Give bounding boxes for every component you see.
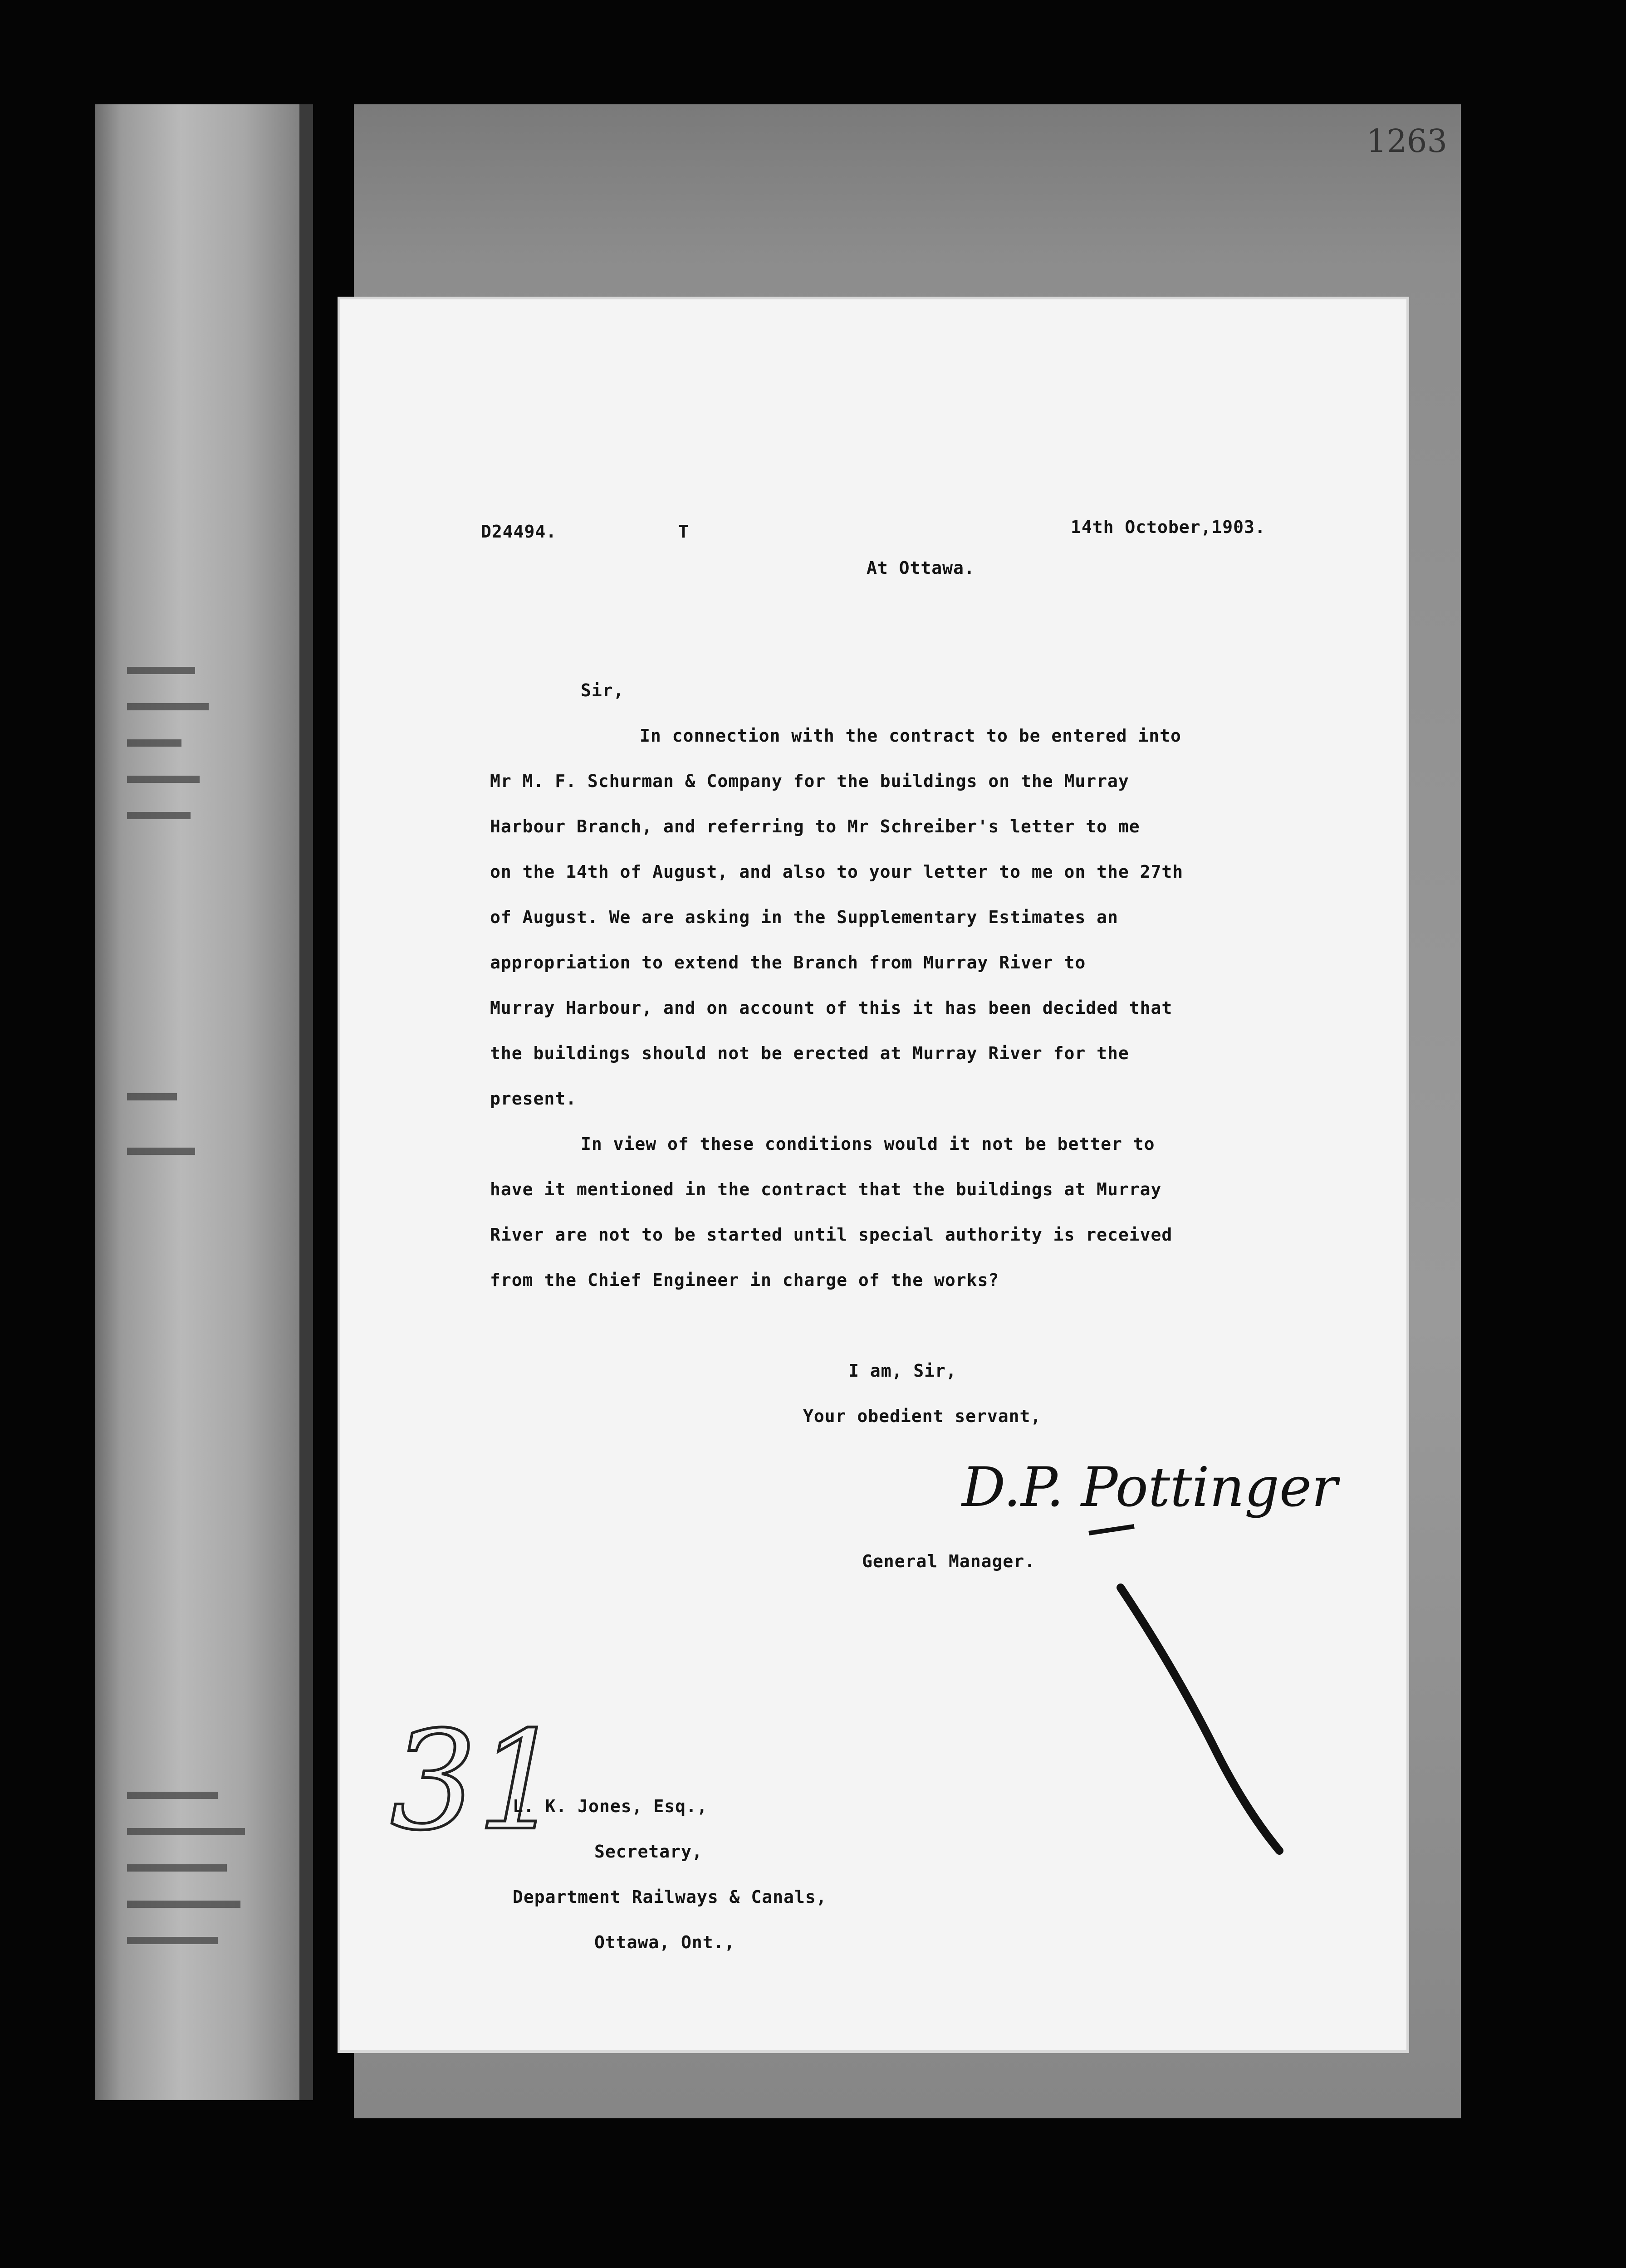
body-line: present.	[490, 1089, 577, 1109]
margin-mark	[127, 1792, 218, 1799]
binding-edge	[299, 104, 313, 2100]
body-line: In view of these conditions would it not be better to	[581, 1134, 1155, 1154]
body-line: of August. We are asking in the Supplementary Estimates an	[490, 907, 1118, 927]
margin-mark	[127, 1937, 218, 1944]
body-line: from the Chief Engineer in charge of the works?	[490, 1270, 999, 1290]
body-line: on the 14th of August, and also to your letter to me on the 27th	[490, 862, 1184, 882]
letter-reference: D24494.	[481, 522, 557, 542]
letter-date: 14th October,1903.	[1071, 517, 1266, 537]
page-number: 1263	[1366, 122, 1447, 160]
body-line: River are not to be started until special authority is received	[490, 1225, 1173, 1245]
closing-line: I am, Sir,	[848, 1361, 957, 1381]
margin-mark	[127, 1093, 177, 1100]
margin-mark	[127, 812, 191, 819]
margin-mark	[127, 1864, 227, 1872]
body-line: have it mentioned in the contract that the buildings at Murray	[490, 1179, 1162, 1199]
pen-stroke	[1102, 1579, 1293, 1869]
margin-mark	[127, 739, 181, 747]
handwritten-note	[386, 1683, 563, 1873]
closing-line: Your obedient servant,	[803, 1406, 1042, 1426]
letter-place: At Ottawa.	[867, 558, 975, 578]
address-line: L. K. Jones, Esq.,	[513, 1796, 708, 1816]
binding-strip	[95, 104, 309, 2100]
body-line: Mr M. F. Schurman & Company for the buildings on the Murray	[490, 771, 1129, 791]
body-line: Murray Harbour, and on account of this it has been decided that	[490, 998, 1173, 1018]
signer-title: General Manager.	[862, 1551, 1036, 1571]
signature	[953, 1447, 1338, 1551]
margin-mark	[127, 1828, 245, 1835]
salutation: Sir,	[581, 680, 624, 700]
address-line: Department Railways & Canals,	[513, 1887, 827, 1907]
margin-mark	[127, 776, 200, 783]
handwritten-number: 31	[390, 1702, 563, 1860]
margin-mark	[127, 1148, 195, 1155]
body-line: Harbour Branch, and referring to Mr Schreiber's letter to me	[490, 816, 1140, 836]
body-line: In connection with the contract to be entered into	[640, 726, 1181, 746]
signature-text: D.P. Pottinger	[962, 1456, 1338, 1519]
margin-mark	[127, 1901, 240, 1908]
margin-mark	[127, 667, 195, 674]
body-line: the buildings should not be erected at Murray River for the	[490, 1043, 1129, 1063]
body-line: appropriation to extend the Branch from Murray River to	[490, 953, 1086, 973]
address-line: Secretary,	[594, 1842, 703, 1862]
margin-mark	[127, 703, 209, 710]
letter-sheet	[340, 299, 1406, 2050]
address-line: Ottawa, Ont.,	[594, 1932, 735, 1952]
letter-mark: T	[678, 522, 689, 542]
